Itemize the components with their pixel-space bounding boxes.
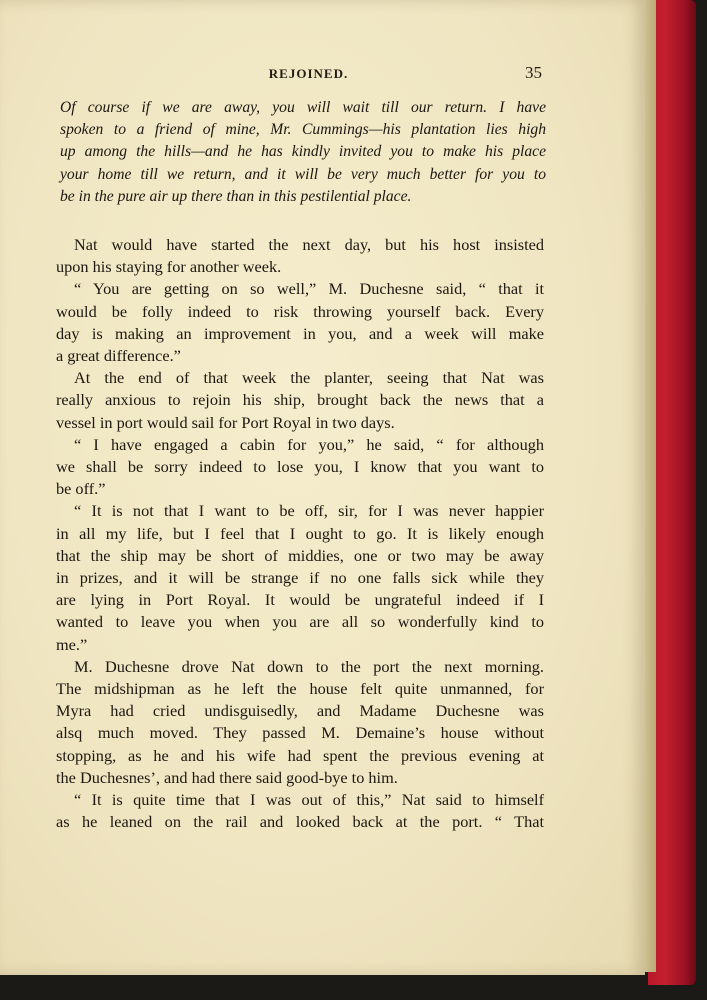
body-line: At the end of that week the planter, seeing that Nat was [74,368,544,388]
body-line: in prizes, and it will be strange if no one falls sick while they [56,568,544,588]
body-line: would be folly indeed to risk throwing yourself back. Every [56,301,544,321]
body-line: me.” [56,634,88,654]
body-line: “ It is not that I want to be off, sir, for I was never happier [74,501,544,521]
body-line: “ It is quite time that I was out of this,” Nat said to himself [74,790,544,810]
body-line: really anxious to rejoin his ship, brought back the news that a [56,390,544,410]
page-header [75,63,542,85]
body-text [56,234,544,833]
body-line: be off.” [56,479,106,499]
body-line: The midshipman as he left the house felt quite unmanned, for [56,679,544,699]
body-line: stopping, as he and his wife had spent the previous evening at [56,745,544,765]
letter-line: spoken to a friend of mine, Mr. Cummings—his plantation lies high [60,121,546,139]
body-line: vessel in port would sail for Port Royal in two days. [56,412,395,432]
letter-excerpt [60,97,546,208]
body-line: wanted to leave you when you are all so wonderfully kind to [56,612,544,632]
body-line: we shall be sorry indeed to lose you, I know that you want to [56,457,544,477]
letter-line: be in the pure air up there than in this pestilential place. [60,187,412,205]
body-line: alsq much moved. They passed M. Demaine’s house without [56,723,544,743]
body-line: the Duchesnes’, and had there said good-bye to him. [56,767,398,787]
body-line: Nat would have started the next day, but his host insisted [74,235,544,254]
body-line: Myra had cried undisguisedly, and Madame Duchesne was [56,701,544,721]
body-line: as he leaned on the rail and looked back at the port. “ That [56,812,544,832]
body-line: upon his staying for another week. [56,257,282,277]
running-head: REJOINED. [268,66,349,81]
letter-line: Of course if we are away, you will wait till our return. I have [60,99,546,116]
body-line: that the ship may be short of middies, one or two may be away [56,545,544,565]
body-line: in all my life, but I feel that I ought to go. It is likely enough [56,523,544,543]
letter-line: up among the hills—and he has kindly invited you to make his place [60,143,546,161]
body-line: are lying in Port Royal. It would be ungrateful indeed if I [56,590,544,610]
page-number: 35 [525,63,542,82]
letter-line: your home till we return, and it will be very much better for you to [60,165,546,183]
body-line: a great difference.” [56,346,181,366]
body-line: “ You are getting on so well,” M. Duchesne said, “ that it [74,279,544,299]
body-line: M. Duchesne drove Nat down to the port the next morning. [74,656,544,676]
body-line: “ I have engaged a cabin for you,” he said, “ for although [74,434,544,454]
body-line: day is making an improvement in you, and a week will make [56,323,544,343]
